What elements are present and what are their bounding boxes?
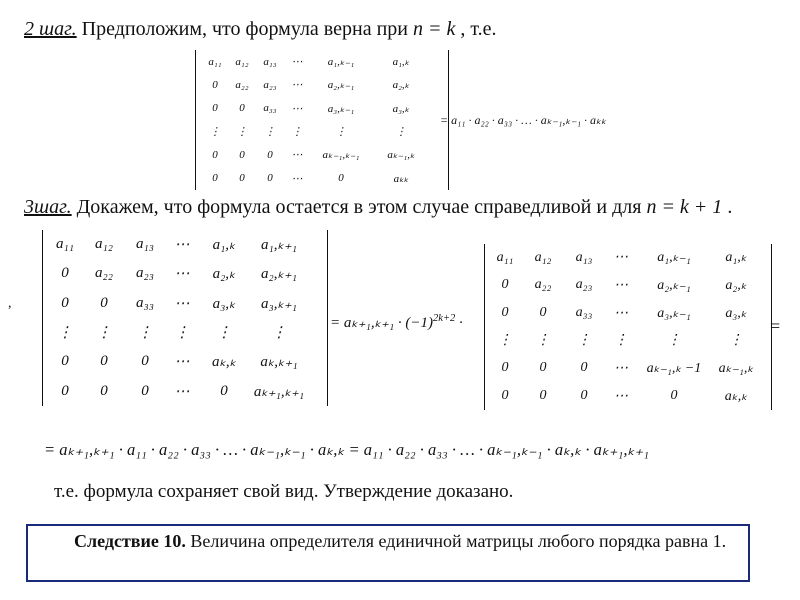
m1-cell-r2-c1: 0 <box>212 78 218 91</box>
m2-cell-r3-c3: a₃₃ <box>136 294 154 311</box>
m3-cell-r4-c6: ⋮ <box>729 333 743 349</box>
m3-cell-r1-c4: ⋯ <box>614 250 628 266</box>
corollary-box <box>26 524 750 582</box>
m1-cell-r5-c2: 0 <box>239 148 245 161</box>
m2-cell-r6-c3: 0 <box>141 382 149 399</box>
determinant-k-plus-1 <box>42 230 328 406</box>
m2-cell-r5-c4: ⋯ <box>174 354 190 371</box>
m1-cell-r6-c3: 0 <box>267 172 273 185</box>
m3-cell-r2-c1: 0 <box>501 277 509 293</box>
m3-cell-r6-c6: aₖ,ₖ <box>724 388 748 404</box>
m3-cell-r5-c2: 0 <box>539 360 547 376</box>
m3-cell-r1-c6: a₁,ₖ <box>725 250 747 266</box>
m3-cell-r2-c2: a₂₂ <box>534 277 552 293</box>
m3-cell-r4-c5: ⋮ <box>667 333 681 349</box>
step2-condition: n = k <box>413 18 456 40</box>
m1-cell-r4-c4: ⋮ <box>291 126 303 139</box>
m3-cell-r5-c3: 0 <box>580 360 588 376</box>
m1-cell-r6-c4: ⋯ <box>291 172 303 185</box>
m2-cell-r2-c5: a₂,ₖ <box>212 266 236 283</box>
m2-cell-r6-c6: aₖ₊₁,ₖ₊₁ <box>253 383 305 400</box>
m2-cell-r6-c2: 0 <box>100 382 108 399</box>
expansion-lead: = aₖ₊₁,ₖ₊₁ · (−1) <box>330 315 434 331</box>
m1-cell-r4-c1: ⋮ <box>209 126 221 139</box>
m3-cell-r6-c2: 0 <box>539 388 547 404</box>
m2-cell-r1-c1: a₁₁ <box>56 236 74 253</box>
m1-cell-r5-c3: 0 <box>267 148 273 161</box>
m3-cell-r5-c1: 0 <box>501 360 509 376</box>
m1-cell-r3-c1: 0 <box>212 102 218 115</box>
m1-cell-r4-c6: ⋮ <box>395 126 407 139</box>
minor-determinant <box>484 244 772 410</box>
m2-cell-r6-c5: 0 <box>220 382 228 399</box>
m1-cell-r4-c5: ⋮ <box>335 126 347 139</box>
m3-cell-r1-c3: a₁₃ <box>575 249 593 265</box>
m1-cell-r2-c3: a₂₃ <box>263 78 277 91</box>
m2-cell-r1-c5: a₁,ₖ <box>212 237 236 254</box>
m1-cell-r4-c3: ⋮ <box>264 126 276 139</box>
m1-cell-r1-c6: a₁,ₖ <box>392 56 410 69</box>
m3-cell-r4-c2: ⋮ <box>536 333 550 349</box>
m1-cell-r2-c6: a₂,ₖ <box>392 79 410 92</box>
m1-cell-r4-c2: ⋮ <box>236 126 248 139</box>
m3-cell-r2-c6: a₂,ₖ <box>725 277 747 293</box>
expansion-power: 2k+2 <box>433 313 456 324</box>
m3-cell-r2-c4: ⋯ <box>614 277 628 293</box>
m1-cell-r1-c3: a₁₃ <box>263 55 277 68</box>
m2-cell-r4-c2: ⋮ <box>96 325 112 342</box>
corollary-text: Величина определителя единичной матрицы любого порядка равна 1. <box>185 531 727 551</box>
m3-cell-r5-c6: aₖ₋₁,ₖ <box>718 360 754 376</box>
m2-cell-r3-c2: 0 <box>100 294 108 311</box>
final-equation: = aₖ₊₁,ₖ₊₁ · a₁₁ · a₂₂ · a₃₃ · … · aₖ₋₁,ₖ₋₁ · aₖ,ₖ = a₁₁ · a₂₂ · a₃₃ · … · aₖ₋₁,ₖ₋₁ · aₖ,ₖ · aₖ₊₁,ₖ₊₁ <box>44 440 649 459</box>
m1-cell-r2-c4: ⋯ <box>291 79 303 92</box>
m3-cell-r6-c3: 0 <box>580 388 588 404</box>
m1-cell-r6-c2: 0 <box>239 172 245 185</box>
m2-cell-r6-c1: 0 <box>61 382 69 399</box>
determinant-k <box>195 50 449 190</box>
m1-cell-r1-c4: ⋯ <box>291 56 303 69</box>
m1-cell-r3-c5: a₃,ₖ₋₁ <box>327 102 355 115</box>
m1-cell-r5-c5: aₖ₋₁,ₖ₋₁ <box>322 149 360 162</box>
m1-cell-r3-c2: 0 <box>239 102 245 115</box>
m1-cell-r6-c5: 0 <box>338 172 344 185</box>
m2-cell-r1-c2: a₁₂ <box>95 236 113 253</box>
expansion-factor <box>330 313 463 332</box>
m2-cell-r3-c5: a₃,ₖ <box>212 295 236 312</box>
m3-cell-r6-c4: ⋯ <box>614 388 628 404</box>
m2-cell-r3-c1: 0 <box>61 294 69 311</box>
m3-cell-r6-c5: 0 <box>670 388 678 404</box>
m2-cell-r2-c4: ⋯ <box>174 266 190 283</box>
m2-cell-r4-c5: ⋮ <box>216 325 232 342</box>
m1-cell-r5-c4: ⋯ <box>291 149 303 162</box>
step2-text: Предположим, что формула верна при <box>76 18 413 40</box>
m2-cell-r2-c6: a₂,ₖ₊₁ <box>261 266 297 283</box>
m3-cell-r6-c1: 0 <box>501 388 509 404</box>
m3-cell-r4-c4: ⋮ <box>614 333 628 349</box>
m3-cell-r2-c5: a₂,ₖ₋₁ <box>657 277 691 293</box>
m3-cell-r3-c6: a₃,ₖ <box>725 305 747 321</box>
m2-cell-r4-c1: ⋮ <box>57 325 73 342</box>
m3-cell-r1-c2: a₁₂ <box>534 249 552 265</box>
m2-cell-r5-c6: aₖ,ₖ₊₁ <box>260 354 298 371</box>
m3-cell-r4-c3: ⋮ <box>577 333 591 349</box>
m2-cell-r6-c4: ⋯ <box>174 383 190 400</box>
m2-cell-r1-c3: a₁₃ <box>136 236 154 253</box>
m1-cell-r5-c6: aₖ₋₁,ₖ <box>387 149 415 162</box>
m3-cell-r3-c1: 0 <box>501 305 509 321</box>
m2-cell-r2-c2: a₂₂ <box>95 265 113 282</box>
m1-cell-r2-c5: a₂,ₖ₋₁ <box>327 79 355 92</box>
m2-cell-r5-c5: aₖ,ₖ <box>211 354 237 371</box>
step3-condition: n = k + 1 <box>646 196 723 218</box>
m3-cell-r3-c3: a₃₃ <box>575 305 593 321</box>
m2-cell-r4-c3: ⋮ <box>137 325 153 342</box>
m3-cell-r3-c5: a₃,ₖ₋₁ <box>657 305 691 321</box>
step2-label: 2 шаг. <box>24 18 77 40</box>
corollary-title: Следствие 10. <box>74 531 186 551</box>
m2-cell-r1-c6: a₁,ₖ₊₁ <box>261 237 297 254</box>
m2-cell-r3-c6: a₃,ₖ₊₁ <box>261 295 297 312</box>
m1-cell-r5-c1: 0 <box>212 148 218 161</box>
minor-equals: = <box>770 316 781 336</box>
step3-text: Докажем, что формула остается в этом случае справедливой и для <box>71 196 647 218</box>
m2-cell-r1-c4: ⋯ <box>174 237 190 254</box>
m3-cell-r3-c4: ⋯ <box>614 305 628 321</box>
m3-cell-r4-c1: ⋮ <box>498 333 512 349</box>
step3-line <box>24 196 732 219</box>
m2-cell-r4-c4: ⋮ <box>174 325 190 342</box>
m2-cell-r3-c4: ⋯ <box>174 295 190 312</box>
m1-cell-r6-c1: 0 <box>212 172 218 185</box>
m1-cell-r6-c6: aₖₖ <box>393 172 409 185</box>
expansion-dot: · <box>455 315 463 331</box>
determinant-k-result: = a₁₁ · a₂₂ · a₃₃ · … · aₖ₋₁,ₖ₋₁ · aₖₖ <box>440 113 607 127</box>
step2-tail: , т.е. <box>455 18 497 40</box>
step3-label: 3шаг. <box>24 196 72 218</box>
m3-cell-r1-c5: a₁,ₖ₋₁ <box>657 250 691 266</box>
m1-cell-r3-c6: a₃,ₖ <box>392 102 410 115</box>
m1-cell-r1-c1: a₁₁ <box>208 55 222 68</box>
m1-cell-r3-c3: a₃₃ <box>263 102 277 115</box>
m1-cell-r1-c5: a₁,ₖ₋₁ <box>327 56 355 69</box>
m2-cell-r5-c2: 0 <box>100 353 108 370</box>
m1-cell-r3-c4: ⋯ <box>291 102 303 115</box>
stray-comma: , <box>8 296 12 311</box>
m3-cell-r2-c3: a₂₃ <box>575 277 593 293</box>
m2-cell-r5-c3: 0 <box>141 353 149 370</box>
m3-cell-r1-c1: a₁₁ <box>496 249 514 265</box>
m2-cell-r2-c1: 0 <box>61 265 69 282</box>
m2-cell-r4-c6: ⋮ <box>271 325 287 342</box>
m3-cell-r5-c5: aₖ₋₁,ₖ −1 <box>646 360 702 376</box>
m2-cell-r2-c3: a₂₃ <box>136 265 154 282</box>
step2-line <box>24 18 497 41</box>
m2-cell-r5-c1: 0 <box>61 353 69 370</box>
step3-tail: . <box>722 196 733 218</box>
conclusion-text: т.е. формула сохраняет свой вид. Утверждение доказано. <box>54 481 514 502</box>
m1-cell-r1-c2: a₁₂ <box>235 55 249 68</box>
m3-cell-r3-c2: 0 <box>539 305 547 321</box>
m1-cell-r2-c2: a₂₂ <box>235 78 249 91</box>
m3-cell-r5-c4: ⋯ <box>614 360 628 376</box>
